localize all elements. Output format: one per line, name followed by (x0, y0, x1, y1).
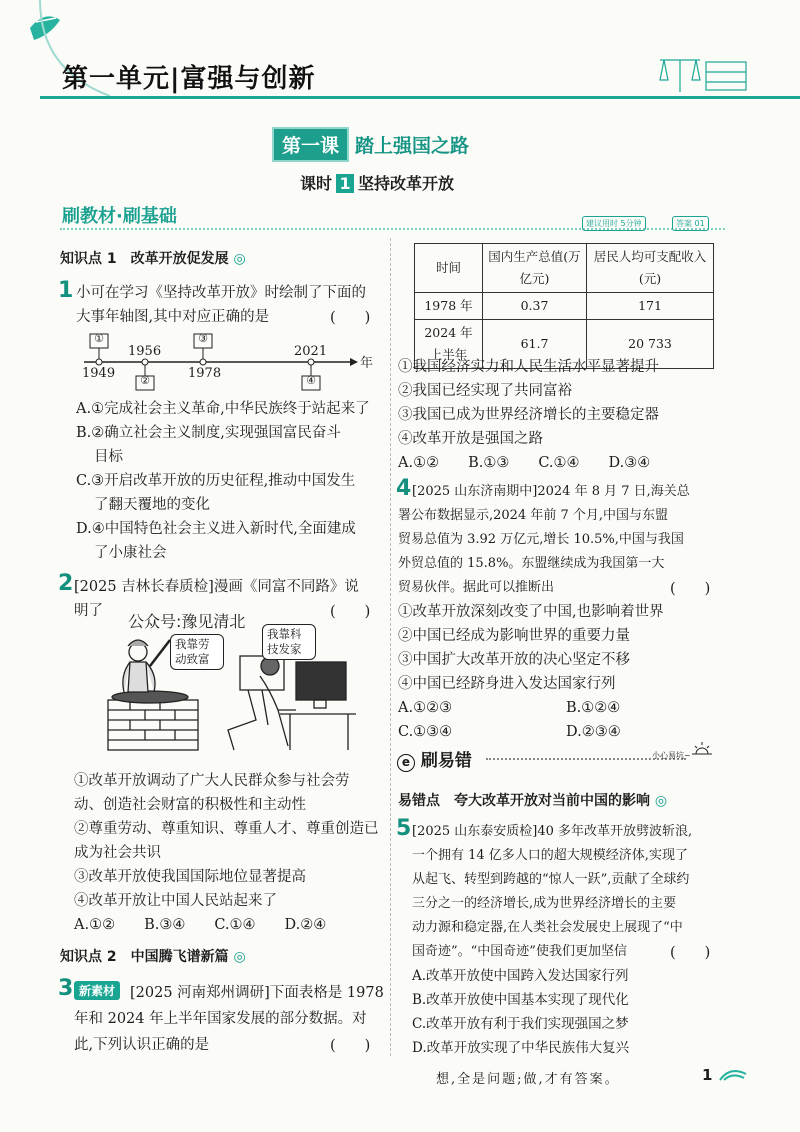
table-header: 居民人均可支配收入(元) (587, 244, 714, 293)
question-text: [2025 吉林长春质检]漫画《同富不同路》说 (74, 579, 359, 595)
option-b[interactable]: B.②确立社会主义制度,实现强国富民奋斗 (76, 425, 341, 441)
timeline-diagram (80, 332, 380, 402)
error-title-text: 刷易错 (420, 751, 472, 771)
table-cell: 2024 年上半年 (415, 320, 483, 369)
error-point-title: 易错点 夸大改革开放对当前中国的影响 (398, 793, 650, 809)
question-text: 动力源和稳定器,在人类社会发展史上展现了“中 (412, 920, 683, 935)
speech-bubble-left (170, 634, 224, 670)
session-number: 1 (336, 174, 354, 193)
question-text: 年和 2024 年上半年国家发展的部分数据。对 (74, 1011, 367, 1027)
question-number: 1 (58, 278, 74, 303)
statement: ①我国经济实力和人民生活水平显著提升 (398, 359, 659, 375)
timeline-mark: ③ (198, 332, 208, 345)
table-row (415, 293, 714, 320)
statement: 动、创造社会财富的积极性和主动性 (74, 797, 306, 813)
unit-title: 第一单元|富强与创新 (62, 64, 316, 94)
statement: ④中国已经跻身进入发达国家行列 (398, 676, 616, 692)
option-a[interactable]: A.改革开放使中国跨入发达国家行列 (412, 968, 629, 984)
statement: ③我国已成为世界经济增长的主要稳定器 (398, 407, 659, 423)
target-icon: ◎ (650, 793, 668, 809)
question-text: 贸易总值为 3.92 万亿元,增长 10.5%,中国与我国 (398, 532, 684, 547)
option-c[interactable]: C.③开启改革开放的历史征程,推动中国发生 (76, 473, 356, 489)
answer-blank[interactable]: ( ) (330, 310, 371, 326)
session-prefix: 课时 (300, 174, 333, 193)
statement: ②尊重劳动、尊重知识、尊重人才、尊重创造已 (74, 821, 379, 837)
lesson-label: 第一课 (272, 127, 349, 162)
timeline-year: 1949 (82, 366, 116, 381)
new-material-badge: 新素材 (74, 981, 120, 1000)
option-d[interactable]: D.改革开放实现了中华民族伟大复兴 (412, 1040, 630, 1056)
option-b-cont: 目标 (94, 449, 123, 465)
table-cell: 171 (587, 293, 714, 320)
column-divider (390, 238, 391, 1056)
answer-blank[interactable]: ( ) (670, 945, 711, 961)
footer-decoration-icon (718, 1064, 748, 1084)
timeline-mark: ① (94, 332, 104, 345)
option-d-cont: 了小康社会 (94, 545, 167, 561)
answer-tag: 答案 01 (672, 216, 709, 231)
option-c-cont: 了翻天覆地的变化 (94, 497, 210, 513)
bubble-text: 我靠科 (267, 627, 302, 641)
target-icon: ◎ (228, 949, 246, 965)
statement: ④改革开放是强国之路 (398, 431, 543, 447)
footer-quote: 想,全是问题;做,才有答案。 (436, 1072, 620, 1087)
data-table (414, 243, 714, 369)
question-text: 一个拥有 14 亿多人口的超大规模经济体,实现了 (412, 848, 688, 863)
knowledge-point-title: 知识点 2 中国腾飞谱新篇 (60, 949, 229, 965)
option-a[interactable]: A.①②③ (398, 700, 453, 716)
section-banner: 刷教材·刷基础 (62, 206, 177, 227)
target-icon: ◎ (228, 251, 246, 267)
question-text: 国奇迹”。“中国奇迹”使我们更加坚信 (412, 944, 627, 959)
option-c[interactable]: C.改革开放有利于我们实现强国之梦 (412, 1016, 629, 1032)
option-b[interactable]: B.①②④ (566, 700, 621, 716)
question-number: 3 (58, 976, 74, 1001)
bubble-text: 我靠劳 (175, 637, 210, 651)
question-number: 5 (396, 816, 412, 841)
session-title: 坚持改革开放 (358, 174, 455, 193)
question-text: 外贸总值的 15.8%。东盟继续成为我国第一大 (398, 556, 665, 571)
timeline-year: 1978 (188, 366, 222, 381)
question-text: 署公布数据显示,2024 年前 7 个月,中国与东盟 (398, 508, 669, 523)
brush-icon: e (397, 754, 415, 772)
question-text: 贸易伙伴。据此可以推断出 (398, 580, 555, 595)
table-header: 国内生产总值(万亿元) (483, 244, 587, 293)
answer-options[interactable]: A.①② B.③④ C.①④ D.②④ (74, 917, 327, 933)
timeline-axis-label: 年 (360, 356, 374, 371)
answer-blank[interactable]: ( ) (330, 604, 371, 620)
error-section-title (397, 746, 472, 772)
bubble-text: 技发家 (267, 642, 302, 656)
option-d[interactable]: D.④中国特色社会主义进入新时代,全面建成 (76, 521, 356, 537)
question-text: 明了 (74, 603, 103, 619)
option-b[interactable]: B.改革开放使中国基本实现了现代化 (412, 992, 629, 1008)
timeline-year: 1956 (128, 344, 162, 359)
statement: ③中国扩大改革开放的决心坚定不移 (398, 652, 630, 668)
speech-bubble-right (262, 624, 316, 660)
timeline-mark: ② (140, 374, 150, 387)
knowledge-point-2 (60, 946, 246, 966)
table-header: 时间 (415, 244, 483, 293)
option-c[interactable]: C.①③④ (398, 724, 453, 740)
question-text: 小可在学习《坚持改革开放》时绘制了下面的 (76, 285, 366, 301)
header-divider (40, 96, 800, 99)
sun-icon (690, 736, 714, 756)
question-number: 4 (396, 476, 412, 501)
statement: ②我国已经实现了共同富裕 (398, 383, 572, 399)
watermark-text: 公众号:豫见清北 (128, 612, 246, 631)
table-cell: 0.37 (483, 293, 587, 320)
statement: ①改革开放调动了广大人民群众参与社会劳 (74, 773, 350, 789)
knowledge-point-title: 知识点 1 改革开放促发展 (60, 251, 229, 267)
lesson-title: 踏上强国之路 (355, 135, 470, 157)
statement: ①改革开放深刻改变了中国,也影响着世界 (398, 604, 664, 620)
cartoon-image (100, 630, 360, 760)
question-text: 从起飞、转型到跨越的“惊人一跃”,贡献了全球约 (412, 872, 690, 887)
timeline-mark: ④ (306, 374, 316, 387)
knowledge-point-1 (60, 248, 246, 268)
option-a[interactable]: A.①完成社会主义革命,中华民族终于站起来了 (76, 401, 370, 417)
question-number: 2 (58, 571, 74, 596)
table-cell: 61.7 (483, 320, 587, 369)
statement: ②中国已经成为影响世界的重要力量 (398, 628, 630, 644)
question-text: [2025 山东泰安质检]40 多年改革开放劈波斩浪, (412, 824, 693, 839)
table-cell: 1978 年 (415, 293, 483, 320)
question-text: 此,下列认识正确的是 (74, 1037, 210, 1053)
table-cell: 20 733 (587, 320, 714, 369)
answer-options[interactable]: A.①② B.①③ C.①④ D.③④ (398, 455, 651, 471)
timeline-year: 2021 (294, 344, 328, 359)
question-text: 大事年轴图,其中对应正确的是 (76, 309, 270, 325)
answer-blank[interactable]: ( ) (670, 581, 711, 597)
error-subtitle: 小心易坑~ (652, 751, 691, 760)
page-edge (770, 0, 800, 1132)
error-point (398, 790, 667, 810)
table-header-row (415, 244, 714, 293)
session-heading (300, 171, 454, 194)
lesson-heading (272, 127, 469, 162)
question-text: 三分之一的经济增长,成为世界经济增长的主要 (412, 896, 677, 911)
page-number: 1 (702, 1066, 713, 1084)
statement: ③改革开放使我国国际地位显著提高 (74, 869, 306, 885)
time-tag: 建议用时 5分钟 (582, 216, 646, 231)
statement: 成为社会共识 (74, 845, 161, 861)
statement: ④改革开放让中国人民站起来了 (74, 893, 277, 909)
bubble-text: 动致富 (175, 652, 210, 666)
answer-blank[interactable]: ( ) (330, 1038, 371, 1054)
option-d[interactable]: D.②③④ (566, 724, 621, 740)
question-text: [2025 河南郑州调研]下面表格是 1978 (130, 985, 384, 1001)
question-text: [2025 山东济南期中]2024 年 8 月 7 日,海关总 (412, 484, 690, 499)
